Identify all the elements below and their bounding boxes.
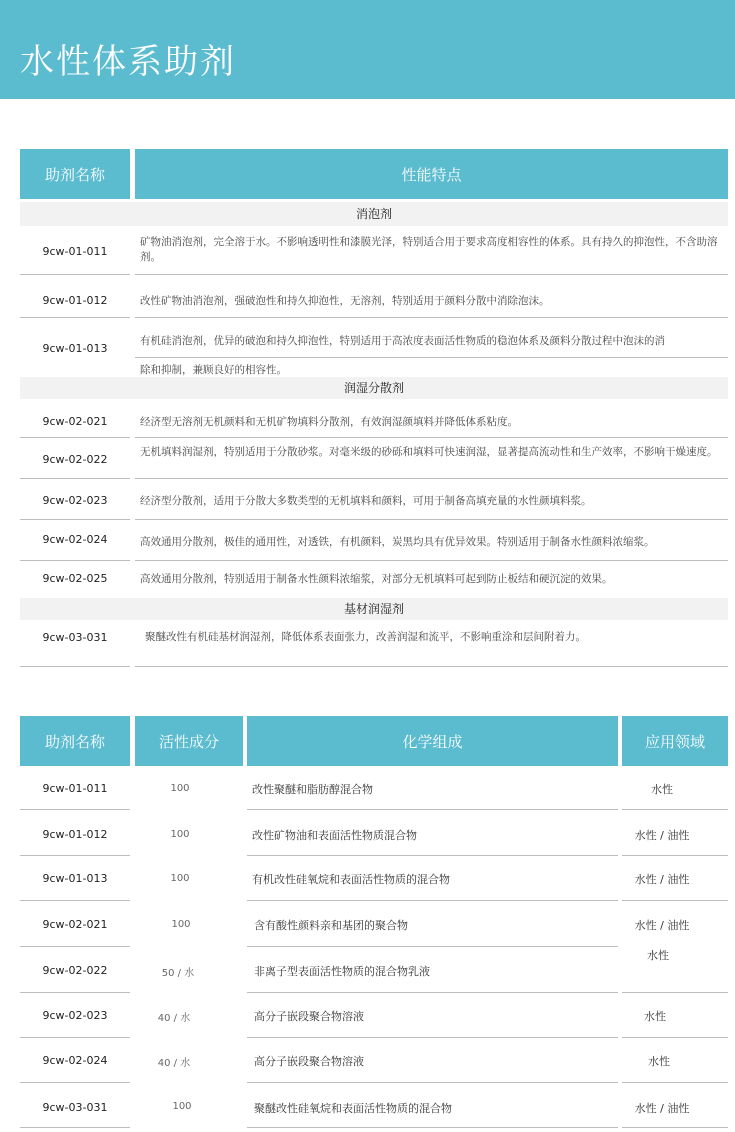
row-chemical-composition: 高分子嵌段聚合物溶液 [254,1010,364,1023]
page-title: 水性体系助剂 [20,42,236,82]
row-divider [247,946,618,947]
row-active-content: 100 [172,1101,192,1112]
row-application: 水性 [647,949,669,962]
row-description: 经济型无溶剂无机颜料和无机矿物填料分散剂，有效润湿颜填料并降低体系粘度。 [140,416,518,428]
row-divider [20,274,130,275]
row-code: 9cw-02-025 [42,572,108,585]
row-divider [135,666,728,667]
row-divider [622,1037,728,1038]
row-divider [20,1127,130,1128]
row-divider [135,560,728,561]
row-chemical-composition: 改性聚醚和脂肪醇混合物 [252,783,373,796]
row-code: 9cw-02-024 [42,1054,108,1067]
row-divider [20,478,130,479]
row-divider [135,519,728,520]
row-divider [247,992,618,993]
row-divider [20,519,130,520]
row-code: 9cw-01-011 [42,782,108,795]
row-application: 水性 [644,1010,666,1023]
row-code: 9cw-02-022 [42,964,108,977]
row-chemical-composition: 聚醚改性硅氧烷和表面活性物质的混合物 [254,1102,452,1115]
row-active-content: 100 [171,919,191,930]
section-defoamer: 消泡剂 [20,202,728,226]
row-code: 9cw-01-012 [42,294,108,307]
row-active-content: 40 / 水 [157,1058,191,1069]
row-chemical-composition: 改性矿物油和表面活性物质混合物 [252,829,417,842]
row-description: 有机硅消泡剂，优异的破泡和持久抑泡性，特别适用于高浓度表面活性物质的稳泡体系及颜料分散过程中泡沫的消 [140,335,665,347]
row-code: 9cw-02-021 [42,415,108,428]
header-properties: 性能特点 [135,149,728,199]
row-divider [247,900,618,901]
row-code: 9cw-02-023 [42,1009,108,1022]
row-divider [135,478,728,479]
row-divider [622,992,728,993]
row-divider [135,357,728,358]
row-code: 9cw-02-021 [42,918,108,931]
section-wetting-dispersing: 润湿分散剂 [20,377,728,399]
row-divider [622,855,728,856]
row-divider [20,809,130,810]
row-application: 水性 / 油性 [634,873,690,886]
row-divider [135,437,728,438]
row-divider [20,437,130,438]
title-banner [0,0,735,99]
row-code: 9cw-01-011 [42,245,108,258]
row-divider [20,946,130,947]
row-chemical-composition: 有机改性硅氧烷和表面活性物质的混合物 [252,873,450,886]
row-description-continued: 除和抑制，兼顾良好的相容性。 [140,364,287,376]
row-code: 9cw-01-013 [42,342,108,355]
row-divider [622,1082,728,1083]
row-description: 无机填料润湿剂，特别适用于分散砂浆。对毫米级的砂砾和填料可快速润湿，显著提高流动性和生产效率，不影响干燥速度。 [140,446,718,458]
header-application: 应用领域 [622,716,728,766]
row-divider [20,560,130,561]
row-code: 9cw-02-024 [42,533,108,546]
header-product-name: 助剂名称 [20,716,130,766]
section-substrate-wetting: 基材润湿剂 [20,598,728,620]
row-divider [20,900,130,901]
row-description: 矿物油消泡剂，完全溶于水。不影响透明性和漆膜光泽，特别适合用于要求高度相容性的体系。具有持久的抑泡性，不含助溶剂。 [140,236,718,263]
row-chemical-composition: 非离子型表面活性物质的混合物乳液 [254,965,430,978]
row-divider [622,1127,728,1128]
row-divider [247,1037,618,1038]
row-description: 聚醚改性有机硅基材润湿剂，降低体系表面张力，改善润湿和流平，不影响重涂和层间附着力。 [145,631,586,643]
row-application: 水性 [651,783,673,796]
row-code: 9cw-03-031 [42,631,108,644]
header-active-content: 活性成分 [135,716,243,766]
row-active-content: 50 / 水 [161,968,195,979]
row-divider [20,666,130,667]
row-divider [20,317,130,318]
row-description: 改性矿物油消泡剂，强破泡性和持久抑泡性，无溶剂，特别适用于颜料分散中消除泡沫。 [140,295,550,307]
row-divider [622,900,728,901]
row-divider [247,855,618,856]
row-application: 水性 / 油性 [634,1102,690,1115]
row-divider [135,274,728,275]
row-divider [622,809,728,810]
row-active-content: 100 [170,783,190,794]
row-divider [20,1082,130,1083]
row-divider [20,855,130,856]
header-product-name: 助剂名称 [20,149,130,199]
row-divider [247,809,618,810]
row-active-content: 100 [170,829,190,840]
row-code: 9cw-03-031 [42,1101,108,1114]
row-divider [247,1082,618,1083]
row-code: 9cw-02-023 [42,494,108,507]
row-description: 经济型分散剂，适用于分散大多数类型的无机填料和颜料，可用于制备高填充量的水性颜填料浆。 [140,495,592,507]
row-application: 水性 / 油性 [634,919,690,932]
row-divider [20,992,130,993]
row-code: 9cw-02-022 [42,453,108,466]
row-description: 高效通用分散剂，特别适用于制备水性颜料浓缩浆，对部分无机填料可起到防止板结和硬沉淀的效果。 [140,573,613,585]
row-divider [247,1127,618,1128]
row-divider [135,317,728,318]
row-active-content: 40 / 水 [157,1013,191,1024]
row-description: 高效通用分散剂，极佳的通用性，对透铁，有机颜料，炭黑均具有优异效果。特别适用于制备水性颜料浓缩浆。 [140,536,655,548]
row-code: 9cw-01-013 [42,872,108,885]
row-divider [20,1037,130,1038]
row-chemical-composition: 高分子嵌段聚合物溶液 [254,1055,364,1068]
header-chemical-composition: 化学组成 [247,716,618,766]
row-chemical-composition: 含有酸性颜料亲和基团的聚合物 [254,919,408,932]
row-application: 水性 / 油性 [634,829,690,842]
row-code: 9cw-01-012 [42,828,108,841]
row-application: 水性 [648,1055,670,1068]
row-active-content: 100 [170,873,190,884]
